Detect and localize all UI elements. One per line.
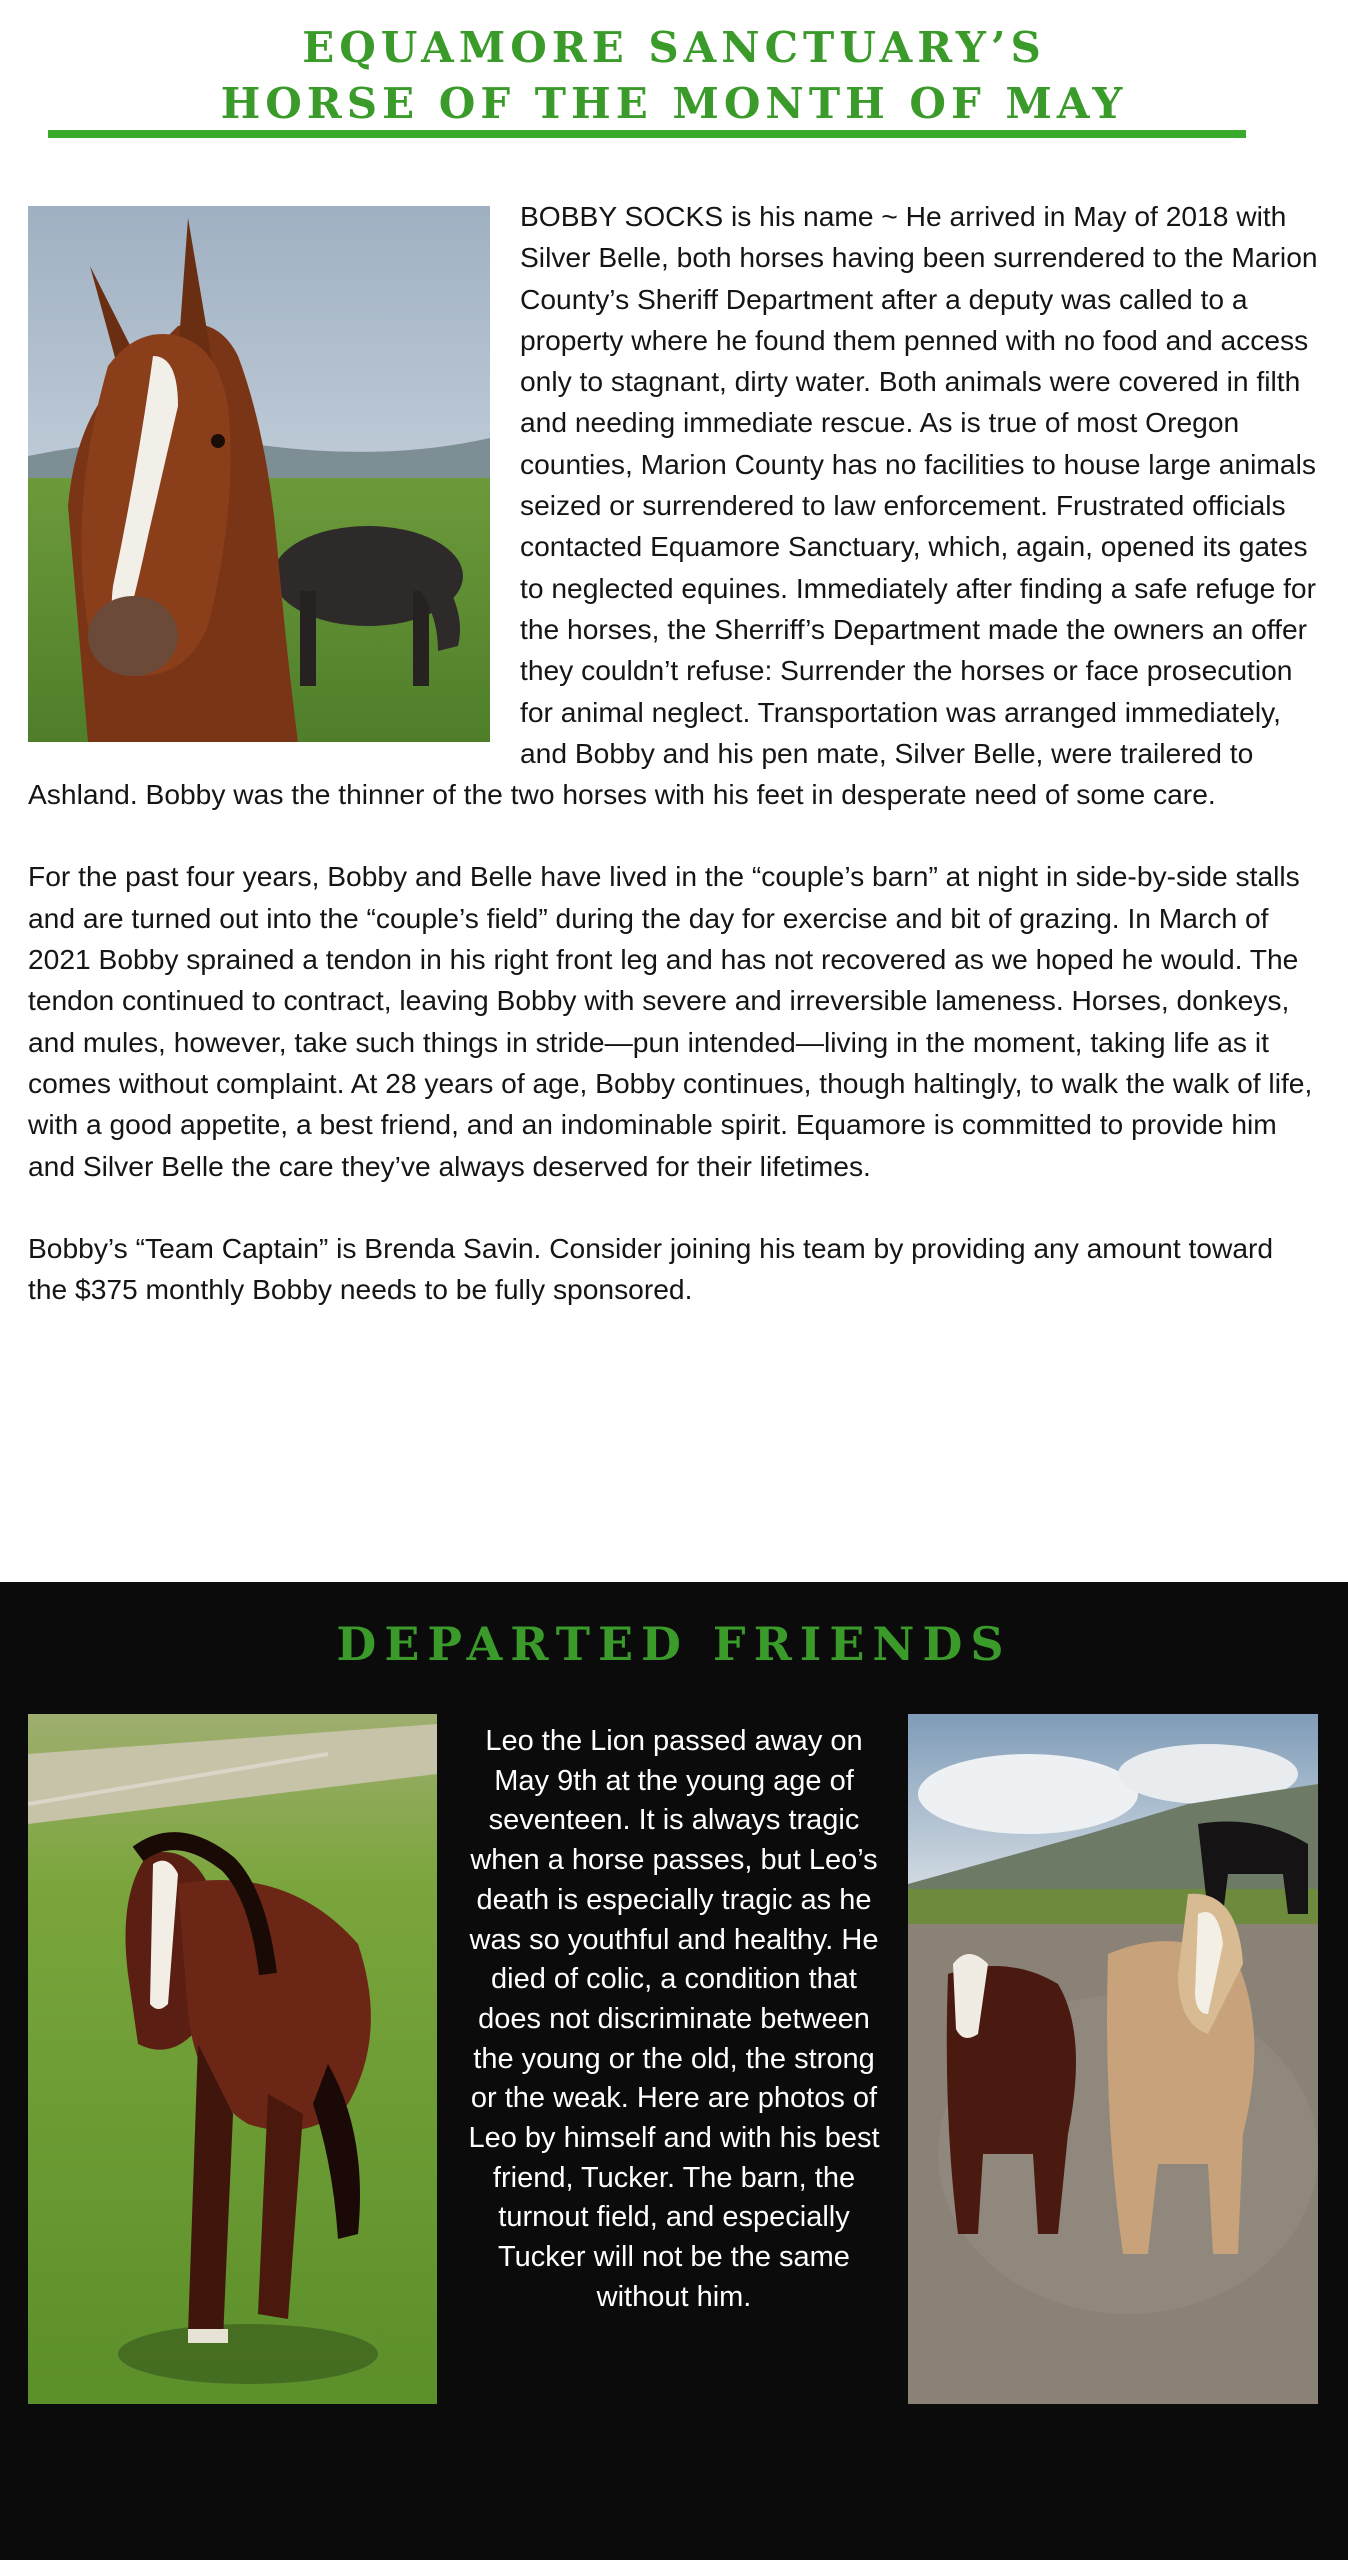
leo-photo bbox=[28, 1714, 437, 2404]
title-divider bbox=[48, 130, 1246, 138]
bobby-socks-photo bbox=[28, 206, 490, 742]
departed-friends-text: Leo the Lion passed away on May 9th at the young age of seventeen. It is always tragic when a horse passes, but Leo’s death is especially tragic as he was so youthful and healthy. He died of colic, a condition that does not discriminate between the young or the old, the strong or the weak. Here are photos of Leo by himself and with his best friend, Tucker. The barn, the turnout field, and especially Tucker will not be the same without him. bbox=[468, 1725, 880, 2313]
title-line-1: EQUAMORE SANCTUARY’S bbox=[302, 23, 1046, 72]
leo-and-tucker-photo bbox=[908, 1714, 1318, 2404]
article-paragraph-3: Bobby’s “Team Captain” is Brenda Savin. Consider joining his team by providing any amount toward the $375 monthly Bobby needs to be fully sponsored. bbox=[28, 1231, 1274, 1306]
article-body bbox=[28, 196, 1320, 1351]
article-paragraph-2: For the past four years, Bobby and Belle have lived in the “couple’s barn” at night in side-by-side stalls and are turned out into the “couple’s field” during the day for exercise and bit of grazing. In March of 2021 Bobby sprained a tendon in his right front leg and has not recovered as we hoped he would. The tendon continued to contract, leaving Bobby with severe and irreversible lameness. Horses, donkeys, and mules, however, take such things in stride—pun intended—living in the moment, taking life as it comes without complaint. At 28 years of age, Bobby continues, though haltingly, to walk the walk of life, with a good appetite, a best friend, and an indominable spirit. Equamore is committed to provide him and Silver Belle the care they’ve always deserved for their lifetimes. bbox=[28, 860, 1313, 1182]
article-paragraph-1: BOBBY SOCKS is his name ~ He arrived in May of 2018 with Silver Belle, both horses having been surrendered to the Marion County’s Sheriff Department after a deputy was called to a property where he found them penned with no food and access only to stagnant, dirty water. Both animals were covered in filth and needing immediate rescue. As is true of most Oregon counties, Marion County has no facilities to house large animals seized or surrendered to law enforcement. Frustrated officials contacted Equamore Sanctuary, which, again, opened its gates to neglected equines. Immediately after finding a safe refuge for the horses, the Sherriff’s Department made the owners an offer they couldn’t refuse: Surrender the horses or face prosecution for animal neglect. Transportation was arranged immediately, and Bobby and his pen mate, Silver Belle, were trailered to Ashland. Bobby was the thinner of the two horses with his feet in desperate need of some care. bbox=[28, 200, 1318, 811]
page-title bbox=[0, 20, 1348, 132]
departed-friends-title: DEPARTED FRIENDS bbox=[336, 1617, 1012, 1671]
title-line-2: HORSE OF THE MONTH OF MAY bbox=[220, 79, 1128, 128]
